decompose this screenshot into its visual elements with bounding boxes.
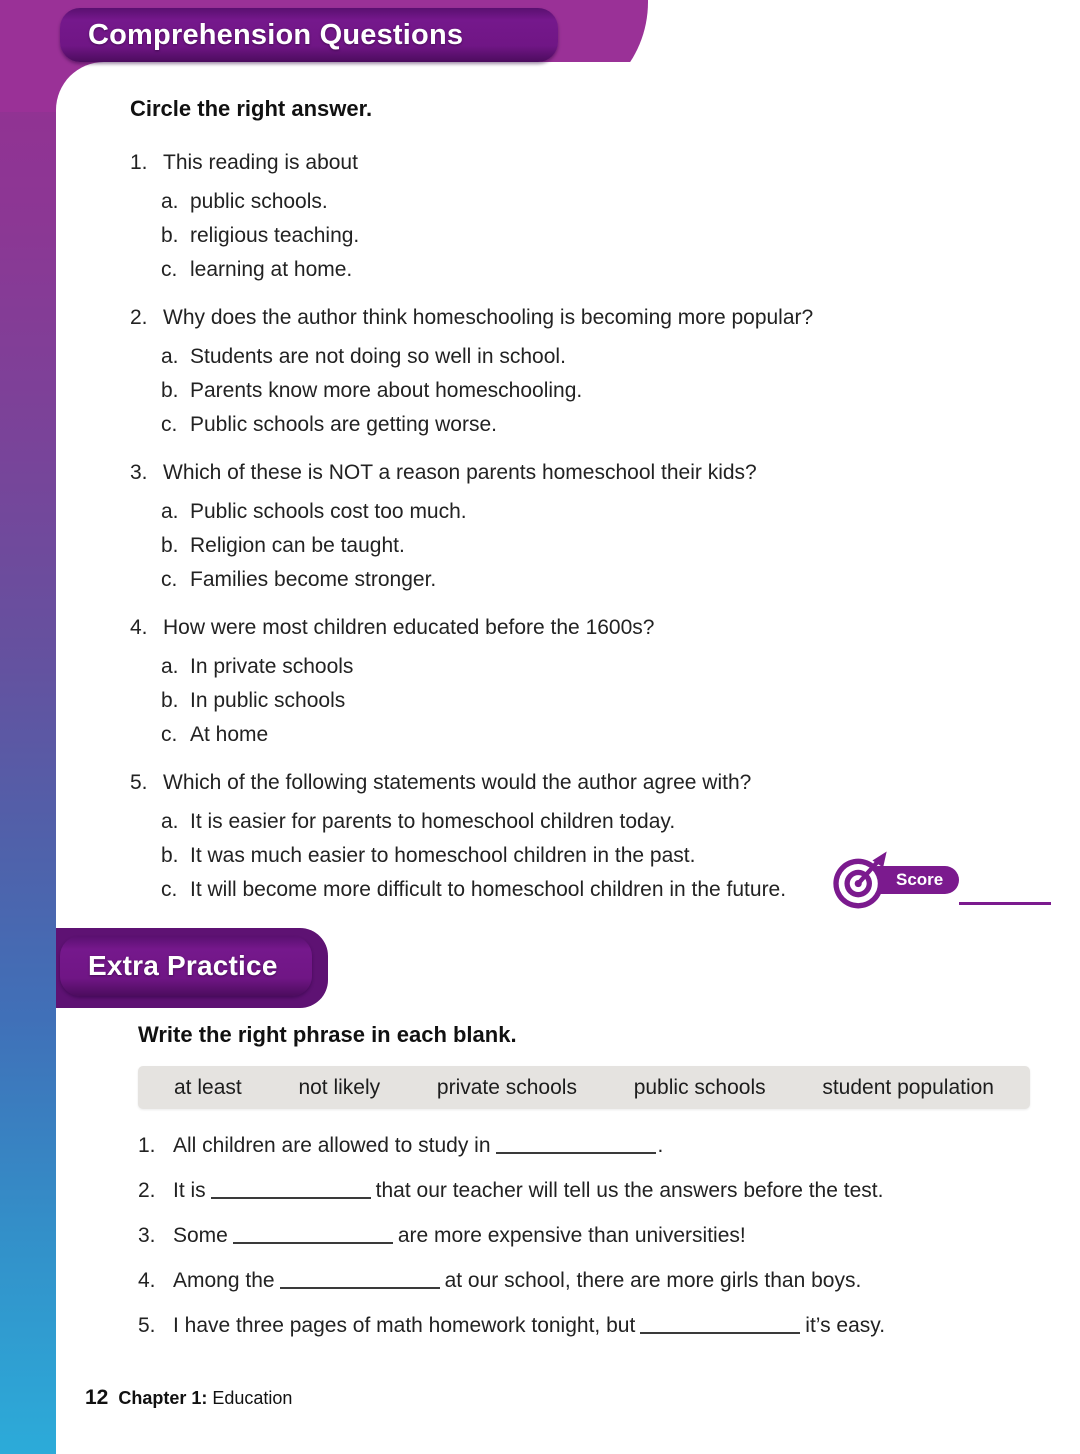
chapter-label: Chapter 1: bbox=[118, 1388, 208, 1408]
fill-item-2 bbox=[138, 1178, 1030, 1204]
answer-blank[interactable] bbox=[233, 1242, 393, 1244]
question-text: This reading is about bbox=[163, 151, 358, 174]
answer-option[interactable] bbox=[161, 805, 1040, 839]
fill-item-5 bbox=[138, 1313, 1030, 1339]
option-letter: c. bbox=[161, 258, 178, 281]
question-number: 2. bbox=[130, 306, 148, 329]
item-number: 1. bbox=[138, 1134, 156, 1157]
question-text: Which of the following statements would the author agree with? bbox=[163, 771, 752, 794]
option-letter: a. bbox=[161, 500, 179, 523]
question-number: 4. bbox=[130, 616, 148, 639]
fill-item-1 bbox=[138, 1133, 1030, 1159]
word-bank-phrase[interactable]: private schools bbox=[436, 1075, 577, 1099]
question-4 bbox=[130, 611, 1040, 752]
item-number: 4. bbox=[138, 1269, 156, 1292]
item-number: 2. bbox=[138, 1179, 156, 1202]
option-text: Religion can be taught. bbox=[190, 534, 405, 557]
answer-option[interactable] bbox=[161, 408, 1040, 442]
item-text-after: are more expensive than universities! bbox=[397, 1224, 746, 1247]
option-text: At home bbox=[190, 723, 269, 746]
question-text: Which of these is NOT a reason parents homeschool their kids? bbox=[163, 461, 757, 484]
option-letter: b. bbox=[161, 534, 179, 557]
answer-option[interactable] bbox=[161, 253, 1040, 287]
question-number: 3. bbox=[130, 461, 148, 484]
answer-blank[interactable] bbox=[496, 1152, 656, 1154]
question-text: How were most children educated before the 1600s? bbox=[163, 616, 655, 639]
item-number: 3. bbox=[138, 1224, 156, 1247]
word-bank-phrase[interactable]: student population bbox=[822, 1075, 994, 1099]
option-letter: a. bbox=[161, 190, 179, 213]
option-letter: b. bbox=[161, 379, 179, 402]
item-text-before: Among the bbox=[173, 1269, 275, 1292]
question-text: Why does the author think homeschooling is becoming more popular? bbox=[163, 306, 814, 329]
item-text-before: It is bbox=[173, 1179, 206, 1202]
option-text: Public schools are getting worse. bbox=[190, 413, 497, 436]
score-label: Score bbox=[874, 866, 959, 894]
option-letter: a. bbox=[161, 655, 179, 678]
option-text: Public schools cost too much. bbox=[190, 500, 467, 523]
option-text: Students are not doing so well in school. bbox=[190, 345, 566, 368]
answer-option[interactable] bbox=[161, 219, 1040, 253]
option-text: Families become stronger. bbox=[190, 568, 437, 591]
answer-option[interactable] bbox=[161, 374, 1040, 408]
item-text-before: All children are allowed to study in bbox=[173, 1134, 491, 1157]
extra-practice-section bbox=[56, 1002, 1080, 1358]
option-letter: b. bbox=[161, 689, 179, 712]
option-text: It will become more difficult to homeschool children in the future. bbox=[190, 878, 787, 901]
instruction-heading: Write the right phrase in each blank. bbox=[138, 1022, 517, 1047]
item-text-after: it’s easy. bbox=[805, 1314, 886, 1337]
option-text: In public schools bbox=[190, 689, 346, 712]
option-text: public schools. bbox=[190, 190, 328, 213]
answer-blank[interactable] bbox=[280, 1287, 440, 1289]
answer-option[interactable] bbox=[161, 563, 1040, 597]
option-letter: b. bbox=[161, 224, 179, 247]
section-banner-extra-practice bbox=[60, 936, 312, 996]
answer-blank[interactable] bbox=[211, 1197, 371, 1199]
option-letter: a. bbox=[161, 810, 179, 833]
answer-option[interactable] bbox=[161, 684, 1040, 718]
target-icon bbox=[828, 848, 892, 912]
question-1 bbox=[130, 146, 1040, 287]
option-text: religious teaching. bbox=[190, 224, 360, 247]
answer-option[interactable] bbox=[161, 185, 1040, 219]
option-letter: c. bbox=[161, 413, 178, 436]
item-text-after: . bbox=[657, 1134, 664, 1157]
item-text-after: at our school, there are more girls than boys. bbox=[444, 1269, 862, 1292]
page-edge-gradient bbox=[0, 0, 57, 1454]
page-footer bbox=[85, 1386, 292, 1410]
question-3 bbox=[130, 456, 1040, 597]
answer-option[interactable] bbox=[161, 495, 1040, 529]
answer-option[interactable] bbox=[161, 650, 1040, 684]
chapter-title: Education bbox=[212, 1388, 293, 1408]
score-write-line[interactable] bbox=[959, 902, 1051, 905]
section-title: Comprehension Questions bbox=[88, 18, 464, 51]
question-number: 5. bbox=[130, 771, 148, 794]
fill-item-3 bbox=[138, 1223, 1030, 1249]
instruction-heading: Circle the right answer. bbox=[130, 96, 373, 121]
option-text: Parents know more about homeschooling. bbox=[190, 379, 583, 402]
word-bank bbox=[138, 1066, 1030, 1109]
answer-blank[interactable] bbox=[640, 1332, 800, 1334]
option-text: learning at home. bbox=[190, 258, 353, 281]
question-2 bbox=[130, 301, 1040, 442]
section-banner-comprehension bbox=[60, 8, 558, 62]
option-letter: c. bbox=[161, 568, 178, 591]
word-bank-phrase[interactable]: at least bbox=[174, 1075, 242, 1099]
option-letter: b. bbox=[161, 844, 179, 867]
answer-option[interactable] bbox=[161, 529, 1040, 563]
item-text-before: I have three pages of math homework tonight, but bbox=[173, 1314, 636, 1337]
option-letter: c. bbox=[161, 878, 178, 901]
option-letter: a. bbox=[161, 345, 179, 368]
fill-item-4 bbox=[138, 1268, 1030, 1294]
option-text: It was much easier to homeschool children in the past. bbox=[190, 844, 696, 867]
item-text-before: Some bbox=[173, 1224, 228, 1247]
page-number: 12 bbox=[85, 1386, 109, 1409]
option-text: In private schools bbox=[190, 655, 354, 678]
word-bank-phrase[interactable]: not likely bbox=[298, 1075, 381, 1099]
option-text: It is easier for parents to homeschool children today. bbox=[190, 810, 676, 833]
section-title: Extra Practice bbox=[88, 950, 278, 981]
answer-option[interactable] bbox=[161, 718, 1040, 752]
word-bank-phrase[interactable]: public schools bbox=[633, 1075, 766, 1099]
item-number: 5. bbox=[138, 1314, 156, 1337]
item-text-after: that our teacher will tell us the answers before the test. bbox=[375, 1179, 884, 1202]
answer-option[interactable] bbox=[161, 340, 1040, 374]
question-number: 1. bbox=[130, 151, 148, 174]
score-badge bbox=[828, 848, 1051, 912]
option-letter: c. bbox=[161, 723, 178, 746]
comprehension-section bbox=[56, 62, 1080, 921]
